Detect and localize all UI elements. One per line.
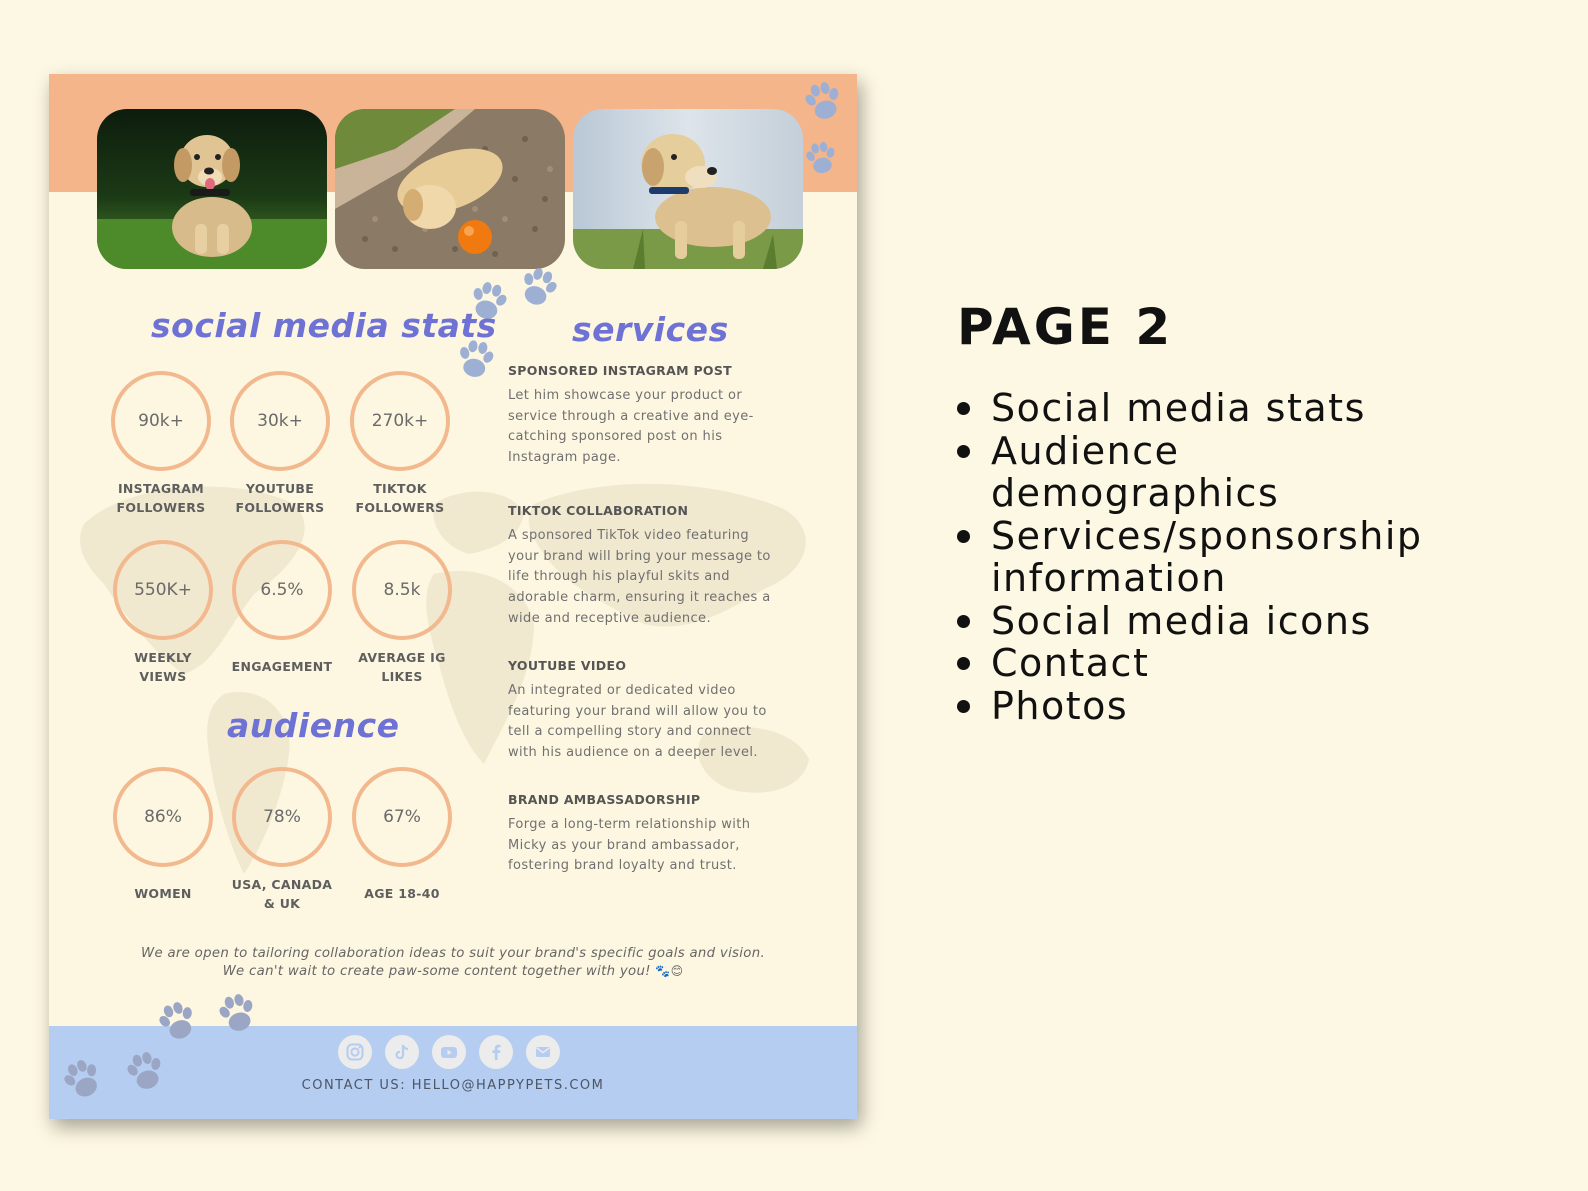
stat-value: 78% (232, 767, 332, 867)
stat-value: 67% (352, 767, 452, 867)
email-icon[interactable] (526, 1035, 560, 1069)
service-description: A sponsored TikTok video featuring your brand will bring your message to life through his playful skits and adorable charm, ensuring it reaches a wide and receptive audience. (508, 528, 771, 626)
stat-label: YOUTUBE FOLLOWERS (235, 481, 325, 515)
stat-value: 90k+ (111, 371, 211, 471)
service-title: TIKTOK COLLABORATION (508, 503, 689, 518)
stat-value: 6.5% (232, 540, 332, 640)
social-icons-row (338, 1035, 560, 1069)
service-description: Let him showcase your product or service through a creative and eye- catching sponsored post on his Instagram page. (508, 388, 754, 466)
stat-value: 30k+ (230, 371, 330, 471)
youtube-icon[interactable] (432, 1035, 466, 1069)
stat-average-ig-likes (347, 540, 457, 686)
paw-print-icon (797, 74, 849, 124)
stat-instagram-followers (106, 371, 216, 517)
feature-list-item: Social media icons (957, 600, 1577, 643)
stat-label: WEEKLY VIEWS (134, 650, 192, 684)
stat-label: ENGAGEMENT (231, 659, 333, 674)
stat-label: AGE 18-40 (364, 886, 440, 901)
feature-list-item: Photos (957, 685, 1577, 728)
tiktok-icon[interactable] (385, 1035, 419, 1069)
service-title: BRAND AMBASSADORSHIP (508, 792, 701, 807)
puppy-with-ball-photo-icon (335, 109, 565, 269)
services-heading: services (572, 310, 729, 349)
closing-line-2: We can't wait to create paw-some content together with you! 🐾😊 (222, 963, 684, 979)
service-tiktok-collaboration (508, 503, 798, 630)
social-media-stats-heading: social media stats (151, 306, 497, 345)
service-brand-ambassadorship (508, 792, 798, 877)
feature-list-item: Contact (957, 642, 1577, 685)
paw-print-icon (149, 994, 205, 1046)
audience-age (347, 767, 457, 903)
stat-value: 8.5k (352, 540, 452, 640)
service-youtube-video (508, 658, 798, 764)
paw-print-icon (209, 986, 265, 1038)
service-description: An integrated or dedicated video featuring your brand will allow you to tell a compelling story and connect with his audience on a deeper level. (508, 683, 767, 761)
paw-print-icon (801, 132, 841, 182)
photo-puppy-with-ball (335, 109, 565, 269)
puppy-standing-photo-icon (573, 109, 803, 269)
audience-region (227, 767, 337, 913)
page-title: PAGE 2 (957, 298, 1174, 356)
stat-label: WOMEN (134, 886, 192, 901)
paw-print-icon (511, 260, 567, 312)
media-kit-page (49, 74, 857, 1119)
photo-puppy-standing (573, 109, 803, 269)
stat-label: INSTAGRAM FOLLOWERS (116, 481, 206, 515)
service-title: YOUTUBE VIDEO (508, 658, 627, 673)
feature-list (957, 387, 1577, 727)
paw-smile-emoji: 🐾😊 (655, 963, 684, 978)
stat-youtube-followers (225, 371, 335, 517)
feature-list-item: Audience demographics (957, 430, 1577, 515)
service-sponsored-instagram-post (508, 363, 798, 469)
stat-label: USA, CANADA & UK (231, 877, 333, 911)
service-description: Forge a long-term relationship with Micky as your brand ambassador, fostering brand loyalty and trust. (508, 817, 751, 874)
audience-women (108, 767, 218, 903)
facebook-icon[interactable] (479, 1035, 513, 1069)
photo-puppy-on-grass (97, 109, 327, 269)
feature-list-item: Social media stats (957, 387, 1577, 430)
puppy-on-grass-photo-icon (97, 109, 327, 269)
stat-engagement (227, 540, 337, 676)
stat-value: 550K+ (113, 540, 213, 640)
closing-line-1: We are open to tailoring collaboration ideas to suit your brand's specific goals and vision. (141, 946, 765, 961)
stat-label: TIKTOK FOLLOWERS (355, 481, 445, 515)
audience-heading: audience (227, 706, 400, 745)
contact-email: CONTACT US: HELLO@HAPPYPETS.COM (301, 1078, 605, 1093)
feature-list-item: Services/sponsorship information (957, 515, 1577, 600)
stat-tiktok-followers (345, 371, 455, 517)
stat-weekly-views (108, 540, 218, 686)
stat-value: 86% (113, 767, 213, 867)
stat-label: AVERAGE IG LIKES (358, 650, 446, 684)
stat-value: 270k+ (350, 371, 450, 471)
service-title: SPONSORED INSTAGRAM POST (508, 363, 732, 378)
closing-message (49, 946, 857, 980)
instagram-icon[interactable] (338, 1035, 372, 1069)
